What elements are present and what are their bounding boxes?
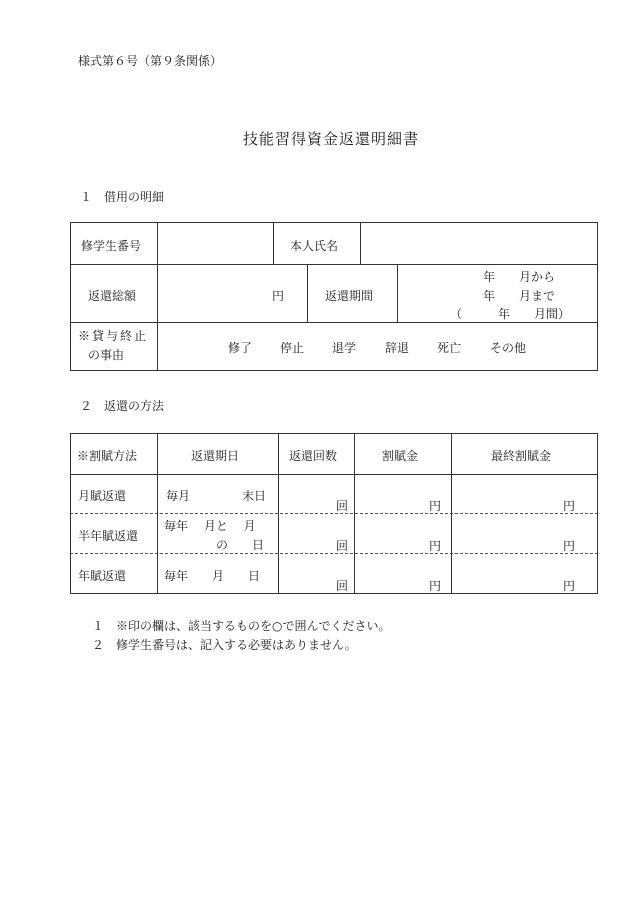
monthly-count-unit: 回 [336,499,349,513]
name-field[interactable] [363,226,593,262]
total-amount-field[interactable] [160,268,270,318]
semiannual-date-b: の 日 [216,538,265,552]
name-label: 本人氏名 [290,239,339,253]
monthly-final-unit: 円 [563,499,576,513]
col-header-method: ※割賦方法 [77,449,138,463]
section2-heading: ２ 返還の方法 [80,399,165,413]
period-from: 年 月から [483,270,556,284]
reason-resignation[interactable]: 辞退 [385,341,410,355]
method-monthly[interactable]: 月賦返還 [78,489,127,503]
annual-date-a: 毎年 月 日 [164,569,261,583]
reason-suspension[interactable]: 停止 [280,341,305,355]
reason-death[interactable]: 死亡 [437,341,462,355]
col-header-final-installment: 最終割賦金 [491,449,552,463]
period-months: （ 年 月間） [450,307,571,321]
reason-withdrawal[interactable]: 退学 [332,341,357,355]
period-to: 年 月まで [483,289,556,303]
semiannual-final-unit: 円 [563,539,576,553]
form-number: 様式第６号（第９条関係） [78,54,223,68]
reason-other[interactable]: その他 [490,341,527,355]
reason-completion[interactable]: 修了 [228,341,253,355]
method-annual[interactable]: 年賦返還 [78,569,127,583]
reason-label-line2: の事由 [88,348,125,362]
section1-heading: １ 借用の明細 [80,190,165,204]
note-2: ２ 修学生番号は、記入する必要はありません。 [92,638,357,652]
note-1: １ ※印の欄は、該当するものを○で囲んでください。 [92,619,391,633]
method-semiannual[interactable]: 半年賦返還 [78,529,139,543]
annual-final-unit: 円 [563,579,576,593]
col-header-due-date: 返還期日 [191,449,240,463]
student-number-field[interactable] [160,226,270,262]
semiannual-installment-unit: 円 [429,539,442,553]
col-header-installment: 割賦金 [382,449,419,463]
col-header-count: 返還回数 [289,449,338,463]
monthly-date-a: 毎月 [166,489,191,503]
monthly-installment-unit: 円 [429,499,442,513]
semiannual-count-unit: 回 [336,539,349,553]
semiannual-date-a: 毎年 月と 月 [164,519,256,533]
annual-installment-unit: 円 [429,579,442,593]
total-yen-unit: 円 [272,289,285,303]
period-label: 返還期間 [325,289,374,303]
student-number-label: 修学生番号 [81,239,142,253]
page-title: 技能習得資金返還明細書 [243,130,420,148]
total-amount-label: 返還総額 [88,289,137,303]
reason-label-line1: ※貸与終止 [78,329,149,343]
monthly-date-b: 末日 [242,489,267,503]
annual-count-unit: 回 [336,579,349,593]
